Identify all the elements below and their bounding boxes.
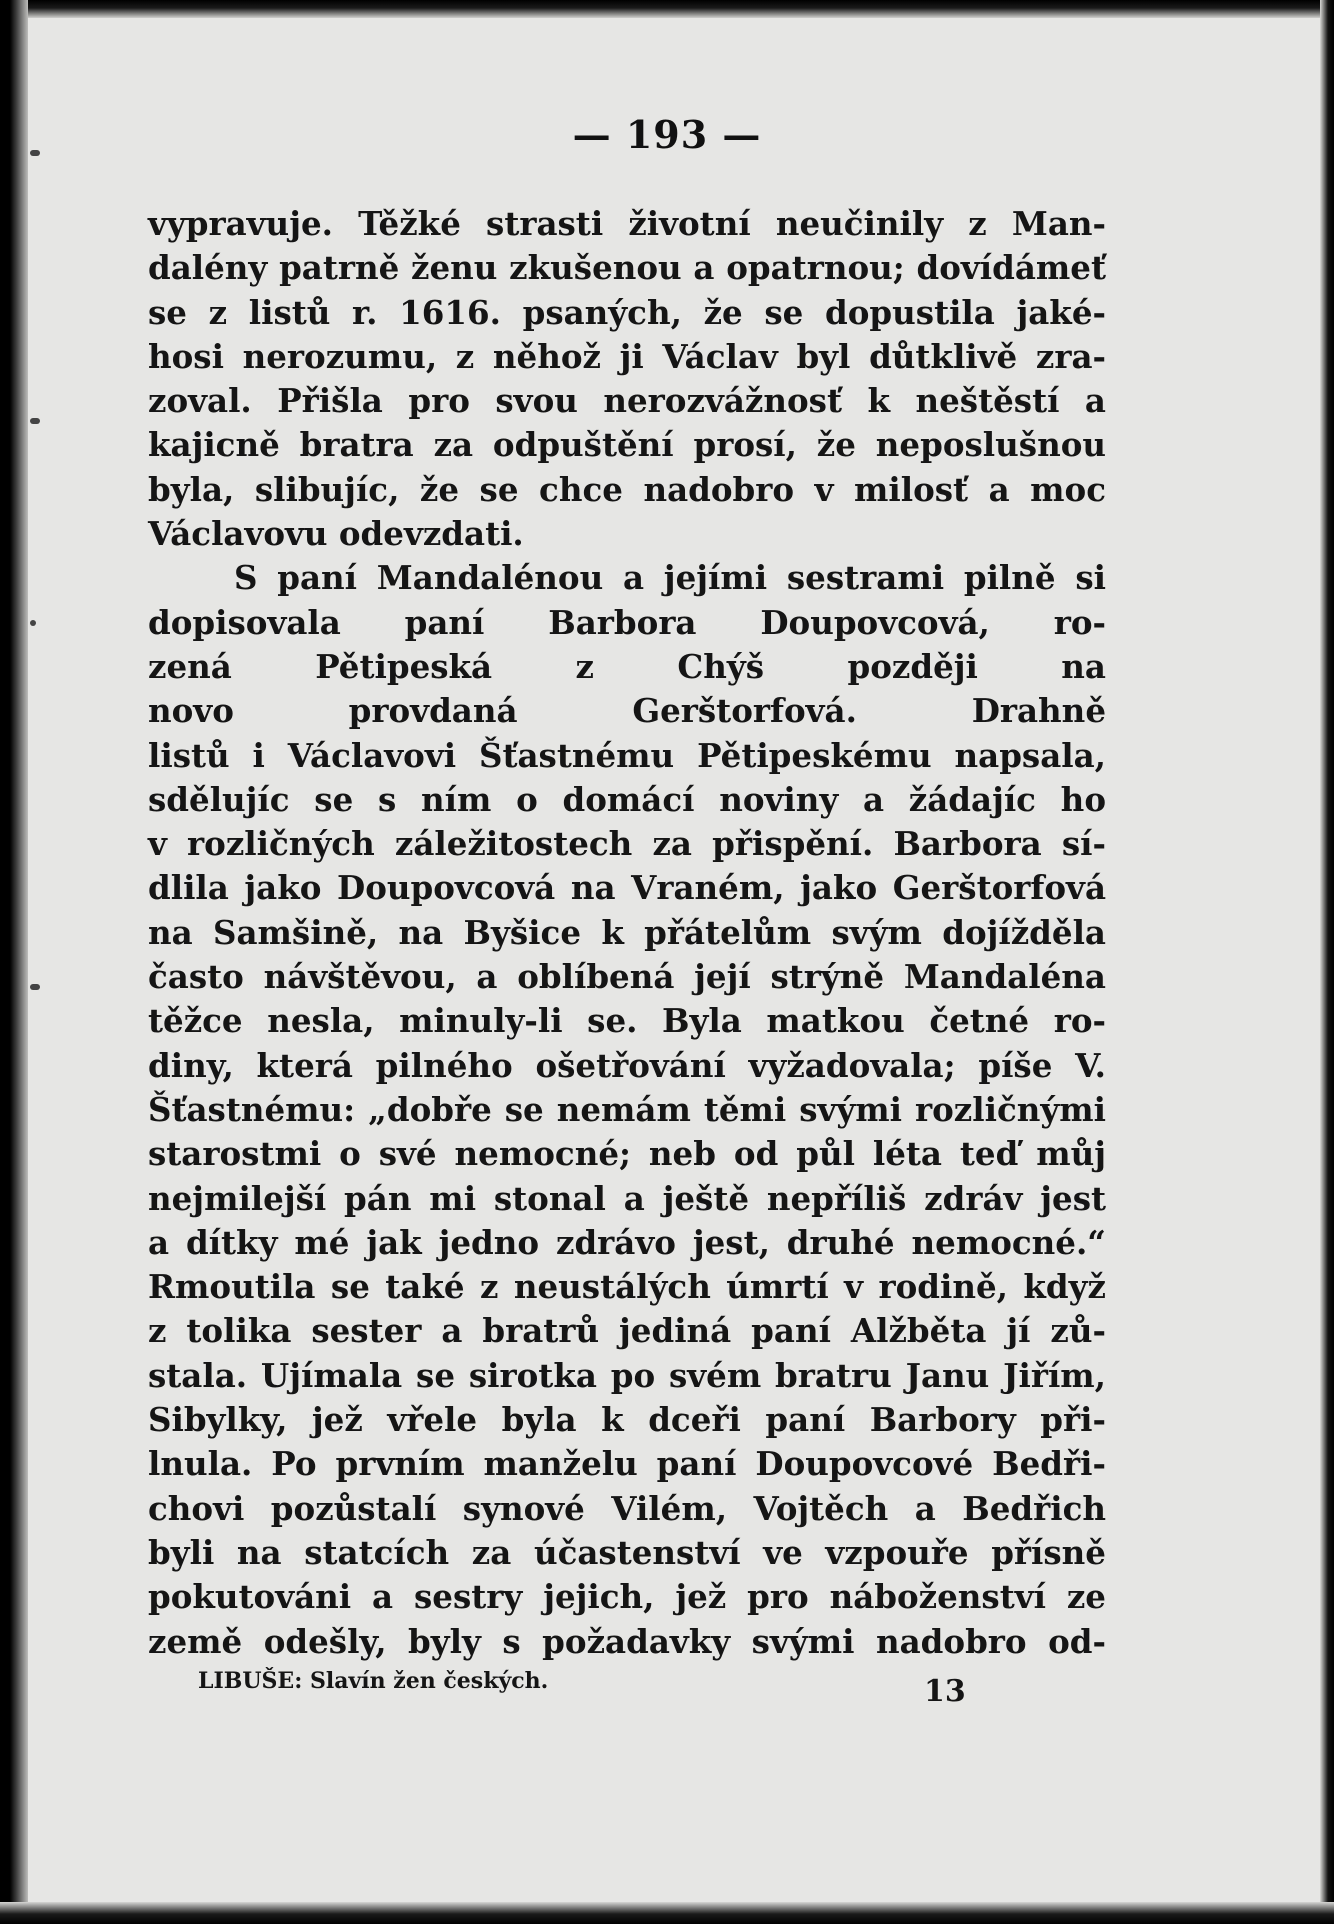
gutter-speck: [30, 418, 40, 424]
text-line: z tolika sester a bratrů jediná paní Alžběta jí zů-: [148, 1311, 1106, 1351]
gutter-speck: [30, 620, 36, 626]
text-line: byla, slibujíc, že se chce nadobro v milosť a moc: [148, 469, 1106, 509]
text-line: Sibylky, jež vřele byla k dceři paní Barbory při-: [148, 1400, 1106, 1440]
text-line: v rozličných záležitostech za přispění. Barbora sí-: [148, 824, 1106, 864]
signature-mark: 13: [924, 1674, 966, 1709]
gutter-speck: [30, 984, 40, 990]
text-line: chovi pozůstalí synové Vilém, Vojtěch a Bedřich: [148, 1488, 1106, 1528]
text-line: kajicně bratra za odpuštění prosí, že neposlušnou: [148, 425, 1106, 465]
text-line: pokutováni a sestry jejich, jež pro náboženství ze: [148, 1577, 1106, 1617]
text-line: diny, která pilného ošetřování vyžadovala; píše V.: [148, 1045, 1106, 1085]
text-line: dalény patrně ženu zkušenou a opatrnou; dovídámeť: [148, 248, 1106, 288]
text-line: novo provdaná Gerštorfová. Drahně: [148, 691, 1106, 731]
text-line: Rmoutila se také z neustálých úmrtí v rodině, když: [148, 1267, 1106, 1307]
text-line: S paní Mandalénou a jejími sestrami pilně si: [234, 558, 1106, 598]
scan-border-right: [1320, 0, 1334, 1924]
text-line: na Samšině, na Byšice k přátelům svým dojížděla: [148, 912, 1106, 952]
text-line: nejmilejší pán mi stonal a ještě nepříliš zdráv jest: [148, 1178, 1106, 1218]
scan-border-left: [0, 0, 28, 1924]
text-line: a dítky mé jak jedno zdrávo jest, druhé nemocné.“: [148, 1222, 1106, 1262]
text-line: zená Pětipeská z Chýš později na: [148, 646, 1106, 686]
text-line: dopisovala paní Barbora Doupovcová, ro-: [148, 602, 1106, 642]
body-text: [148, 202, 1106, 1664]
scan-border-top: [0, 0, 1334, 18]
text-line: země odešly, byly s požadavky svými nadobro od-: [148, 1621, 1106, 1661]
text-line: sdělujíc se s ním o domácí noviny a žádajíc ho: [148, 779, 1106, 819]
text-line: se z listů r. 1616. psaných, že se dopustila jaké-: [148, 292, 1106, 332]
text-line: hosi nerozumu, z něhož ji Václav byl důtklivě zra-: [148, 336, 1106, 376]
running-footer: LIBUŠE: Slavín žen českých.: [198, 1668, 549, 1694]
text-line: zoval. Přišla pro svou nerozvážnosť k neštěstí a: [148, 381, 1106, 421]
text-line: lnula. Po prvním manželu paní Doupovcové Bedři-: [148, 1444, 1106, 1484]
text-line: byli na statcích za účastenství ve vzpouře přísně: [148, 1532, 1106, 1572]
page-number: — 193 —: [572, 112, 762, 157]
text-line: Šťastnému: „dobře se nemám těmi svými rozličnými: [148, 1089, 1106, 1129]
text-line: těžce nesla, minuly-li se. Byla matkou četné ro-: [148, 1001, 1106, 1041]
text-line: stala. Ujímala se sirotka po svém bratru Janu Jiřím,: [148, 1355, 1106, 1395]
text-line: často návštěvou, a oblíbená její strýně Mandaléna: [148, 957, 1106, 997]
text-line: listů i Václavovi Šťastnému Pětipeskému napsala,: [148, 735, 1106, 775]
text-line: vypravuje. Těžké strasti životní neučinily z Man-: [148, 204, 1106, 243]
text-line: Václavovu odevzdati.: [148, 514, 524, 554]
text-line: dlila jako Doupovcová na Vraném, jako Gerštorfová: [148, 868, 1106, 908]
scan-border-bottom: [0, 1902, 1334, 1924]
text-line: starostmi o své nemocné; neb od půl léta teď můj: [148, 1134, 1106, 1174]
